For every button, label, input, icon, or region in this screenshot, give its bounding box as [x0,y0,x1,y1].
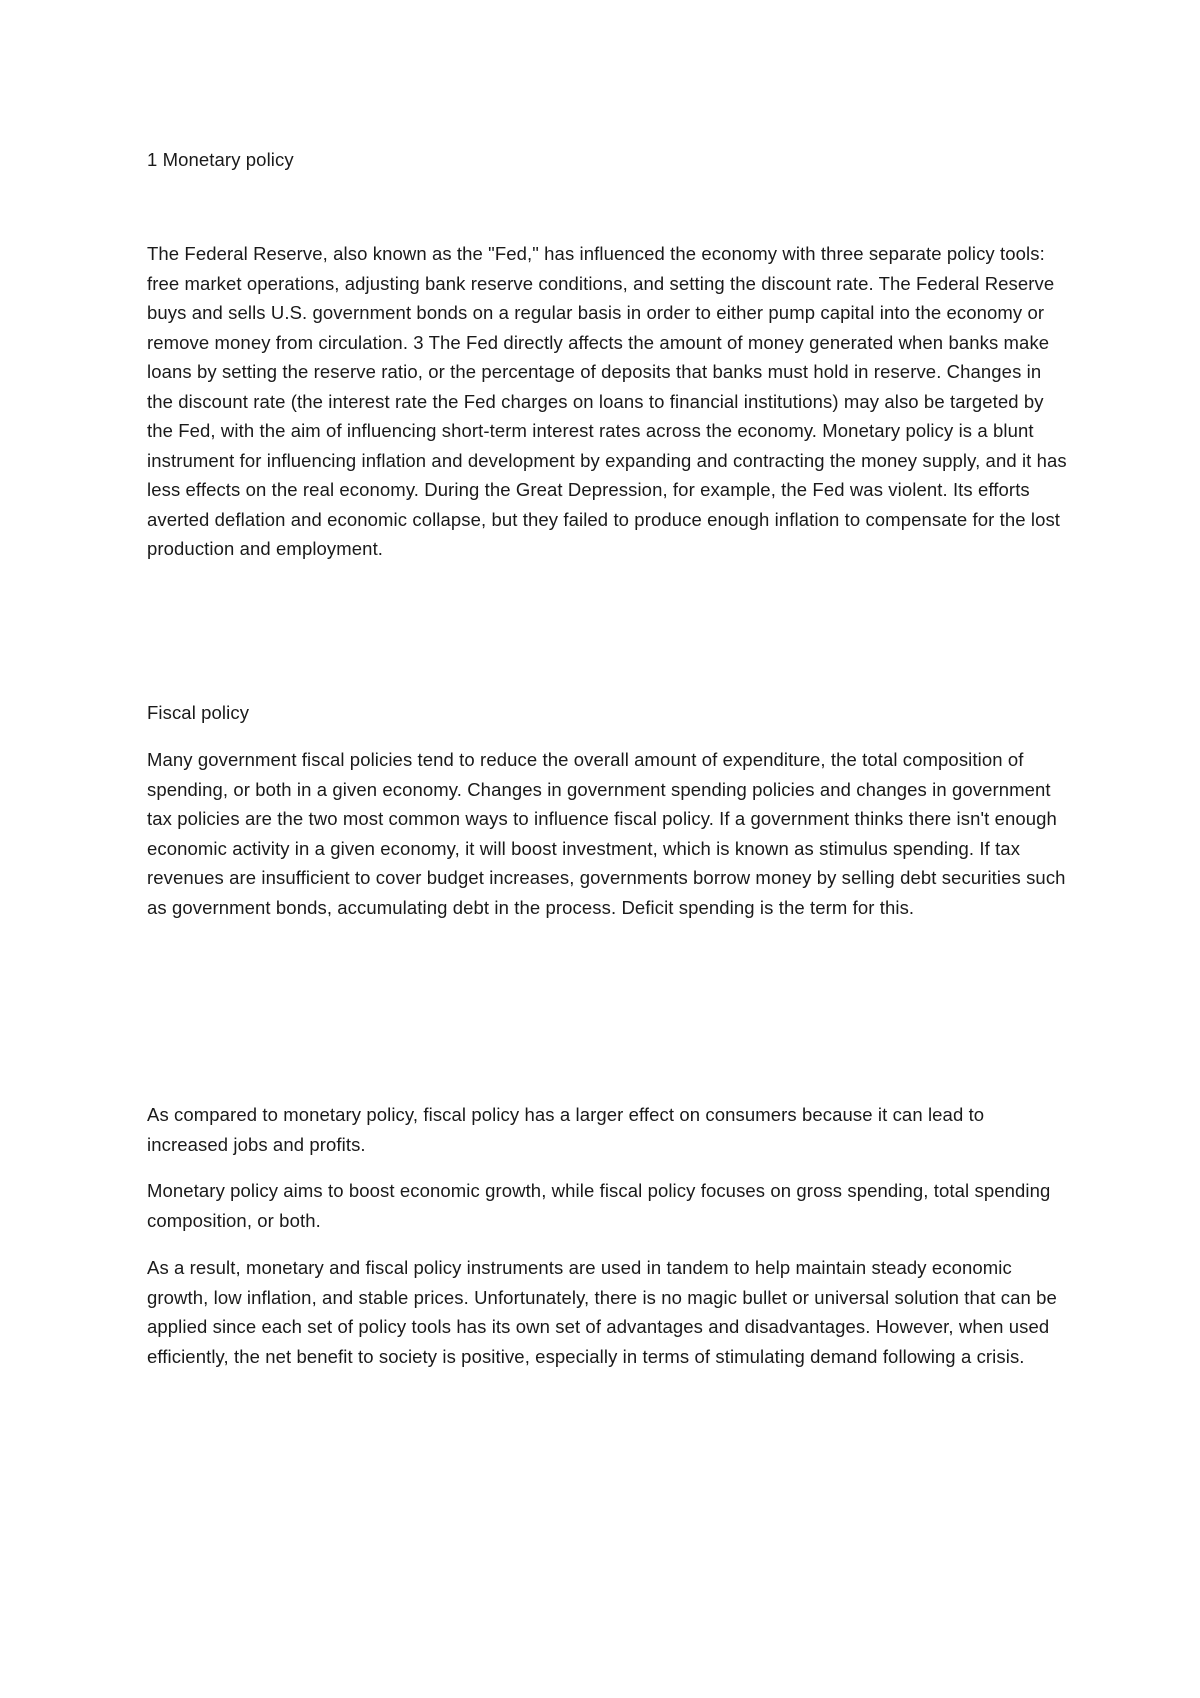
paragraph-comparison [147,1100,1069,1159]
paragraph-text: Monetary policy aims to boost economic growth, while fiscal policy focuses on gross spending, total spending composition, or both. [147,1180,1051,1231]
paragraph-monetary-policy [147,239,1069,564]
paragraph-fiscal-policy [147,745,1069,922]
paragraph-text: Many government fiscal policies tend to reduce the overall amount of expenditure, the total composition of spending, or both in a given economy. Changes in government spending policies and changes in government tax policies are the two most common ways to influence fiscal policy. If a government thinks there isn't enough economic activity in a given economy, it will boost investment, which is known as stimulus spending. If tax revenues are insufficient to cover budget increases, governments borrow money by selling debt securities such as government bonds, accumulating debt in the process. Deficit spending is the term for this. [147,749,1066,918]
paragraph-text: As a result, monetary and fiscal policy instruments are used in tandem to help maintain steady economic growth, low inflation, and stable prices. Unfortunately, there is no magic bullet or universal solution that can be applied since each set of policy tools has its own set of advantages and disadvantages. However, when used efficiently, the net benefit to society is positive, especially in terms of stimulating demand following a crisis. [147,1257,1057,1367]
paragraph-text: As compared to monetary policy, fiscal policy has a larger effect on consumers because it can lead to increased jobs and profits. [147,1104,985,1155]
heading-text: 1 Monetary policy [147,149,294,170]
heading-text: Fiscal policy [147,702,250,723]
paragraph-conclusion [147,1253,1069,1371]
section-heading-monetary-policy [147,145,1069,175]
paragraph-text: The Federal Reserve, also known as the "Fed," has influenced the economy with three separate policy tools: free market operations, adjusting bank reserve conditions, and setting the discount rate. The Federal Reserve buys and sells U.S. government bonds on a regular basis in order to either pump capital into the economy or remove money from circulation. 3 The Fed directly affects the amount of money generated when banks make loans by setting the reserve ratio, or the percentage of deposits that banks must hold in reserve. Changes in the discount rate (the interest rate the Fed charges on loans to financial institutions) may also be targeted by the Fed, with the aim of influencing short-term interest rates across the economy. Monetary policy is a blunt instrument for influencing inflation and development by expanding and contracting the money supply, and it has less effects on the real economy. During the Great Depression, for example, the Fed was violent. Its efforts averted deflation and economic collapse, but they failed to produce enough inflation to compensate for the lost production and employment. [147,243,1067,559]
section-heading-fiscal-policy [147,698,1069,728]
paragraph-policy-aims [147,1176,1069,1235]
